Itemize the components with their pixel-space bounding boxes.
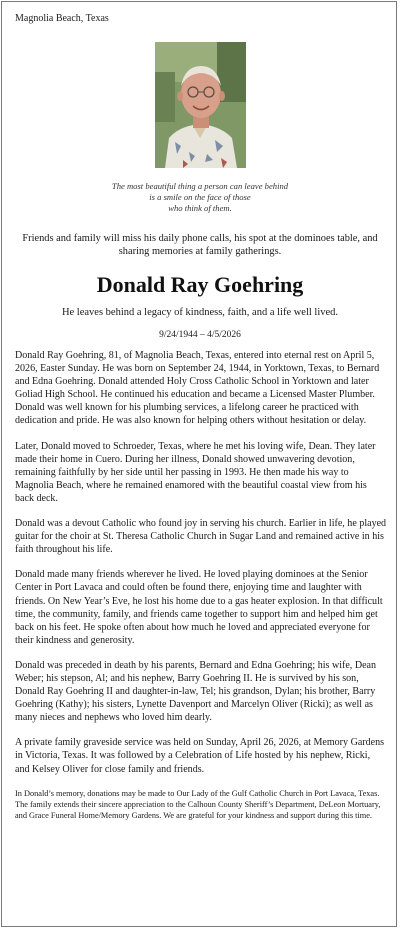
obituary-paragraph: Donald was a devout Catholic who found joy in serving his church. Earlier in life, he played guitar for the choir at St. Theresa Catholic Church in Sugar Land and remained active in his faith throughout his life. xyxy=(15,518,387,556)
memorial-note: In Donald’s memory, donations may be made to Our Lady of the Gulf Catholic Church in Port Lavaca, Texas. The family extends their sincere appreciation to the Calhoun County Sheriff’s Department, DeLeon Mortuary, and Grace Funeral Home/Memory Gardens. We are grateful for your kindness and support during this time. xyxy=(15,788,381,821)
portrait-photo-icon xyxy=(155,42,246,168)
location-label: Magnolia Beach, Texas xyxy=(15,13,109,24)
obituary-body xyxy=(15,349,387,834)
obituary-paragraph: A private family graveside service was held on Sunday, April 26, 2026, at Memory Gardens in Victoria, Texas. It was followed by a Celebration of Life hosted by his nephew, Ricki, and Kelsey Oliver for close family and friends. xyxy=(15,737,385,775)
memorial-quote xyxy=(40,181,360,214)
intro-text: Friends and family will miss his daily phone calls, his spot at the dominoes table, and sharing memories at family gatherings. xyxy=(22,233,378,257)
deceased-name: Donald Ray Goehring xyxy=(96,272,304,297)
obituary-paragraph: Donald made many friends wherever he lived. He loved playing dominoes at the Senior Center in Port Lavaca and could often be found there, enjoying time and laughter with friends. On New Year’s Eve, he lost his home due to a gas heater explosion. In that difficult time, the community, family, and friends came together to support him and helped him get back on his feet. He spoke often about how much he loved and appreciated everyone for their kindness and generosity. xyxy=(15,569,383,646)
quote-line: is a smile on the face of those xyxy=(149,192,251,202)
portrait-photo xyxy=(155,42,246,168)
quote-line: who think of them. xyxy=(168,203,232,213)
tagline: He leaves behind a legacy of kindness, faith, and a life well lived. xyxy=(61,307,339,318)
quote-line: The most beautiful thing a person can leave behind xyxy=(111,181,289,191)
obituary-paragraph: Donald was preceded in death by his parents, Bernard and Edna Goehring; his wife, Dean Weber; his stepson, Al; and his nephew, Barry Goehring II. He is survived by his son, Donald Ray Goehring II and daughter-in-law, Tel; his grandson, Dylan; his brother, Barry Goehring (Kathy); his sisters, Lynette Davenport and Marcelyn Oliver (Ricki); as well as many nieces and nephews who loved him dearly. xyxy=(15,659,377,724)
life-dates: 9/24/1944 – 4/5/2026 xyxy=(159,330,241,340)
obituary-paragraph: Later, Donald moved to Schroeder, Texas, where he met his loving wife, Dean. They later made their home in Cuero. During her illness, Donald showed unwavering devotion, remaining faithfully by her side until her passing in 1993. He then made his way to Magnolia Beach, where he remained enamored with the beautiful coastal view from his back deck. xyxy=(15,440,376,504)
obituary-paragraph: Donald Ray Goehring, 81, of Magnolia Beach, Texas, entered into eternal rest on April 5, 2026, Easter Sunday. He was born on September 24, 1944, in Yorktown, Texas, to Bernard and Edna Goehring. Donald attended Holy Cross Catholic School in Yorktown and later Goliad High School. He continued his education and became a Licensed Master Plumber. Donald was well known for his plumbing services, a lifelong career he practiced with dedication and pride. He was also known for helping others without hesitation or delay. xyxy=(15,350,380,427)
